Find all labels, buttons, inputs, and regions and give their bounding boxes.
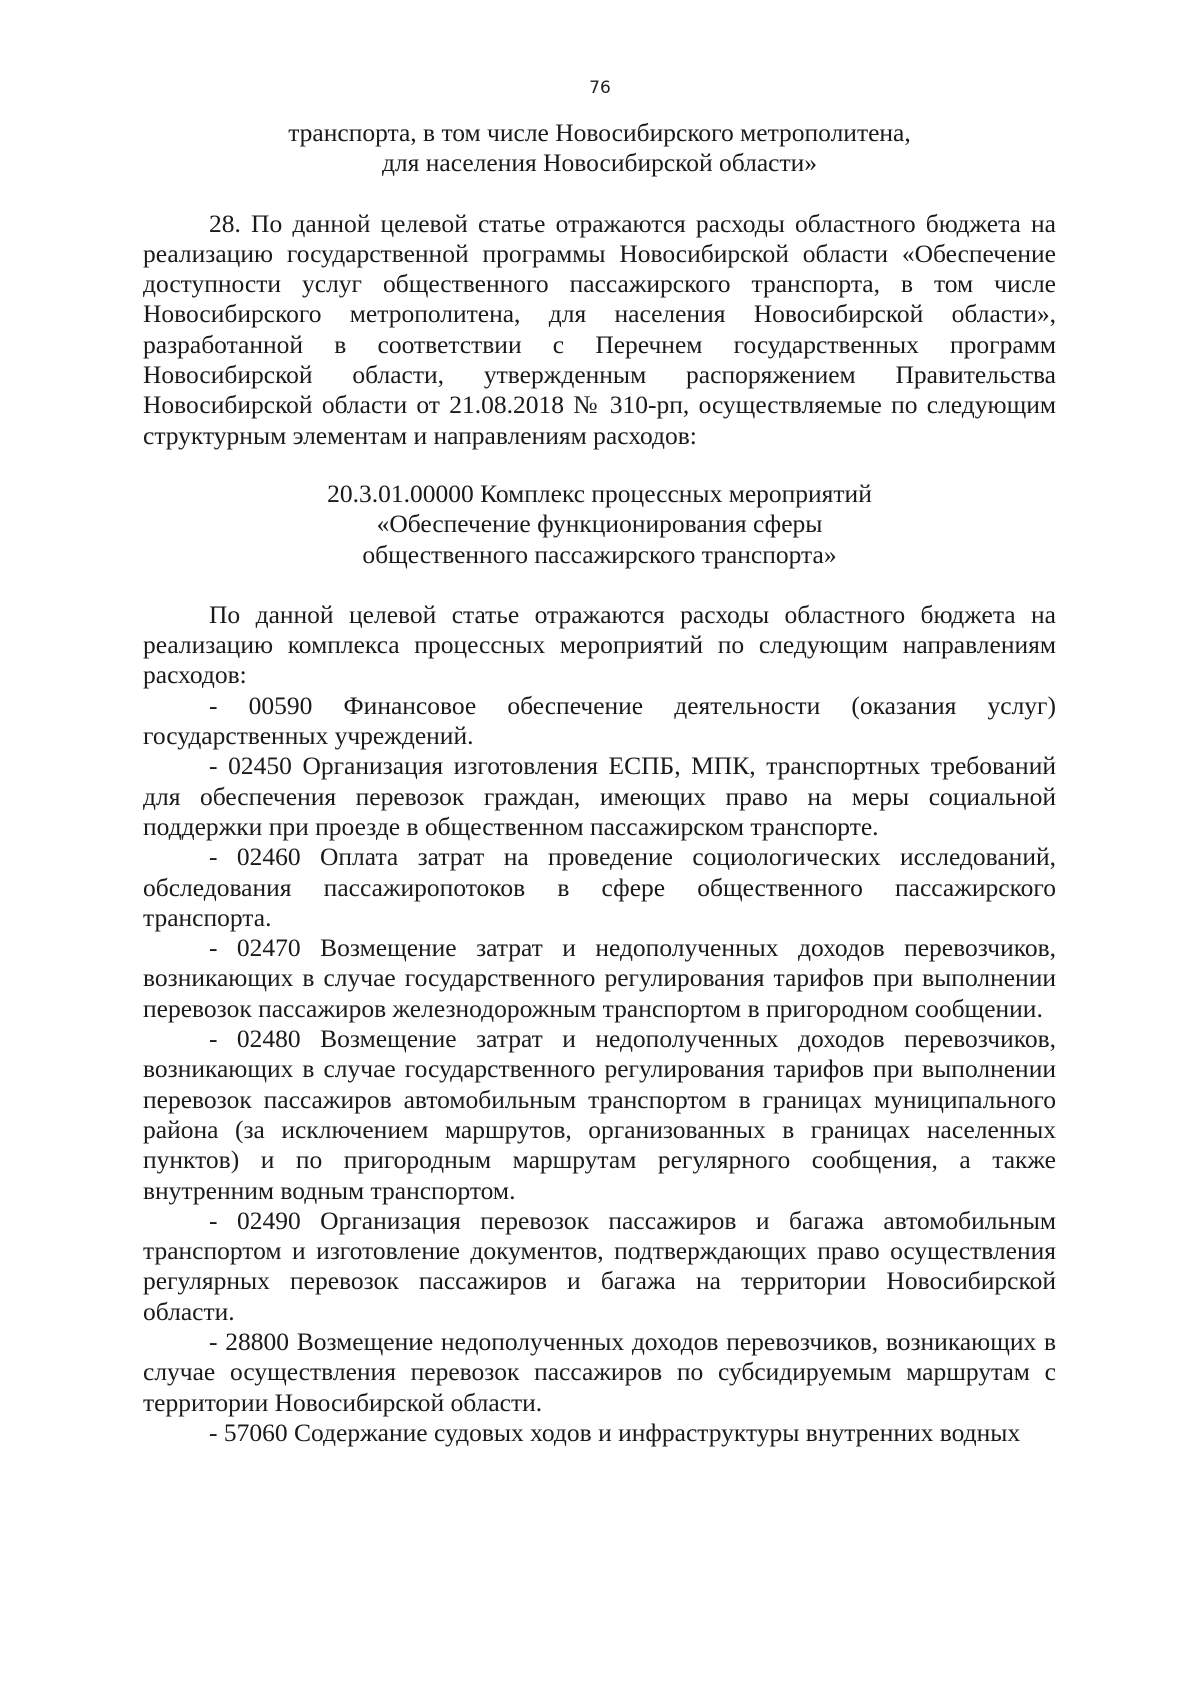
direction-text: Организация изготовления ЕСПБ, МПК, транспортных требований для обеспечения перевозок граждан, имеющих право на меры социальной поддержки при проезде в общественном пассажирском транспорте. — [143, 751, 1056, 841]
direction-code: - 02450 — [209, 751, 292, 781]
direction-text: Возмещение затрат и недополученных доходов перевозчиков, возникающих в случае государственного регулирования тарифов при выполнении перевозок пассажиров автомобильным транспортом в границах муниципального района (за исключением маршрутов, организованных в границах населенных пунктов) и по пригородным маршрутам регулярного сообщения, а также внутренним водным транспортом. — [143, 1024, 1057, 1205]
direction-code: - 02460 — [209, 842, 301, 872]
direction-item-02470 — [143, 933, 1056, 1024]
program-title-line-1: транспорта, в том числе Новосибирского метрополитена, — [288, 118, 911, 147]
direction-item-28800 — [143, 1327, 1056, 1418]
page-number: 76 — [589, 78, 611, 98]
program-title-line-2: для населения Новосибирской области» — [381, 148, 818, 178]
direction-code: - 02470 — [209, 933, 301, 963]
program-title-tail — [143, 118, 1056, 179]
direction-text: Содержание судовых ходов и инфраструктуры внутренних водных — [294, 1417, 1021, 1447]
direction-code: - 00590 — [209, 690, 313, 720]
direction-text: Возмещение затрат и недополученных доходов перевозчиков, возникающих в случае государственного регулирования тарифов при выполнении перевозок пассажиров железнодорожным транспортом в пригородном сообщении. — [143, 933, 1057, 1023]
direction-code: - 57060 — [209, 1417, 288, 1447]
direction-code: - 28800 — [209, 1326, 289, 1356]
direction-item-02490 — [143, 1206, 1056, 1327]
directions-list — [143, 691, 1056, 1448]
direction-text: Оплата затрат на проведение социологических исследований, обследования пассажиропотоков в сфере общественного пассажирского транспорта. — [143, 842, 1056, 932]
article-28-paragraph: 28. По данной целевой статье отражаются расходы областного бюджета на реализацию государственной программы Новосибирской области «Обеспечение доступности услуг общественного пассажирского транспорта, в том числе Новосибирского метрополитена, для населения Новосибирской области», разработанной в соответствии с Перечнем государственных программ Новосибирской области, утвержденным распоряжением Правительства Новосибирской области от 21.08.2018 № 310-рп, осуществляемые по следующим структурным элементам и направлениям расходов: — [143, 208, 1056, 450]
complex-heading-line-2: «Обеспечение функционирования сферы — [376, 509, 823, 539]
direction-item-57060 — [143, 1418, 1056, 1448]
direction-text: Финансовое обеспечение деятельности (оказания услуг) государственных учреждений. — [143, 690, 1056, 751]
direction-item-02480 — [143, 1024, 1056, 1206]
direction-item-02460 — [143, 842, 1056, 933]
complex-heading-line-3: общественного пассажирского транспорта» — [362, 539, 837, 569]
direction-text: Возмещение недополученных доходов перевозчиков, возникающих в случае осуществления перевозок пассажиров по субсидируемым маршрутам с территории Новосибирской области. — [143, 1326, 1056, 1417]
direction-text: Организация перевозок пассажиров и багажа автомобильным транспортом и изготовление документов, подтверждающих право осуществления регулярных перевозок пассажиров и багажа на территории Новосибирской области. — [143, 1205, 1057, 1326]
complex-heading — [143, 479, 1056, 570]
complex-heading-line-1: 20.3.01.00000 Комплекс процессных мероприятий — [327, 478, 872, 508]
direction-code: - 02480 — [209, 1024, 301, 1054]
direction-item-00590 — [143, 691, 1056, 752]
complex-intro-paragraph: По данной целевой статье отражаются расходы областного бюджета на реализацию комплекса процессных мероприятий по следующим направлениям расходов: — [143, 599, 1056, 690]
direction-code: - 02490 — [209, 1205, 301, 1235]
direction-item-02450 — [143, 751, 1056, 842]
page-content — [143, 118, 1056, 1448]
